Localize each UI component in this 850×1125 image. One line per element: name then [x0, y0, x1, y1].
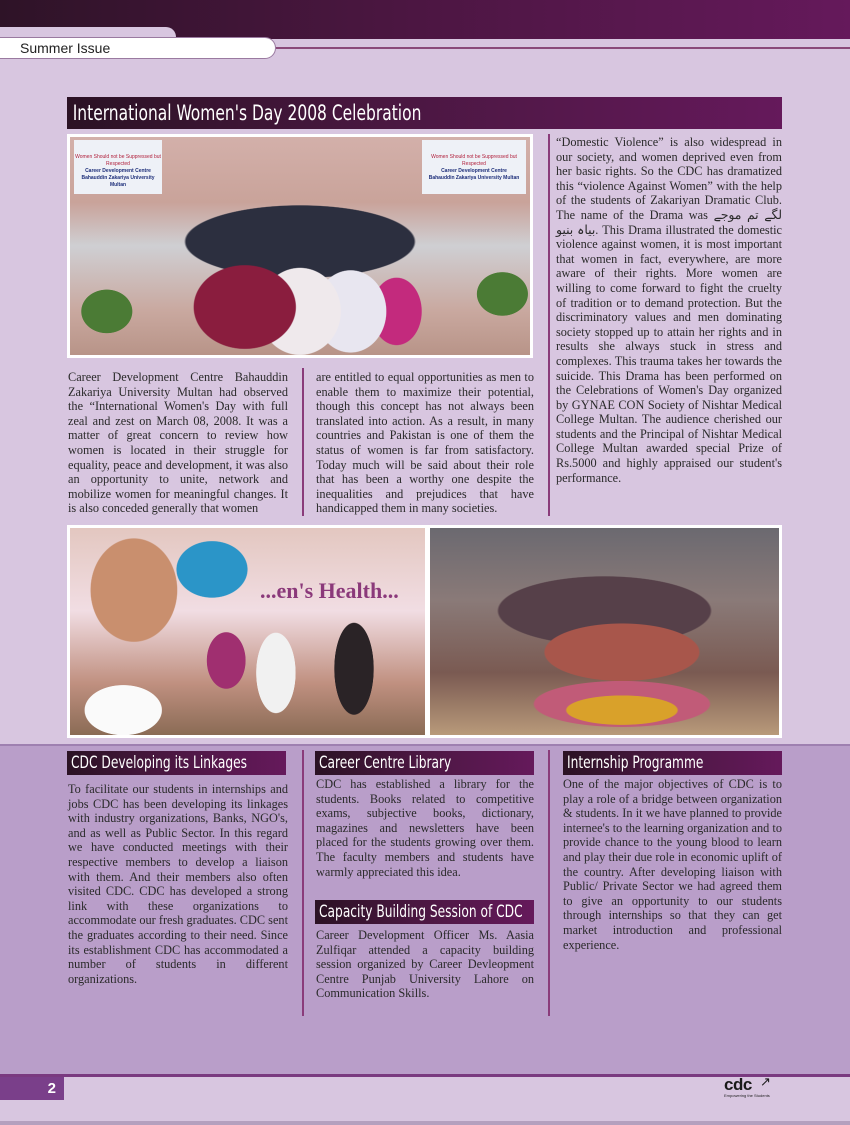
- section-internship-title: Internship Programme: [567, 753, 704, 773]
- header-rule: [276, 47, 850, 49]
- audience-photo: [427, 525, 782, 738]
- section-linkages-banner: [67, 751, 286, 775]
- sign-left-line2: Career Development Centre: [85, 168, 151, 174]
- arrow-icon: ↗: [760, 1074, 771, 1089]
- main-article-title-banner: [67, 97, 782, 129]
- article-column-3: “Domestic Violence” is also widespread in our society, and women deprived even from her basic rights. So the CDC has dramatized this “violence Against Women” with the help of the students of Zakariyan Dramatic Club. The name of the Drama was لگے تم موجے بیاہ بنیو. This Drama illustrated the domestic violence against women, it is most important that women in fact, everywhere, are more aware of their rights. More women are willing to come forward to fight the cruelty of tradition or to demand protection. But the discriminatory values and men dominating society stopped up to attain her rights and in results she always stuck in stress and complexes. This trauma takes her towards the suicide. This Drama has been performed on the Celebrations of Women's Day organized by GYNAE CON Society of Nishtar Medical College Multan. The audience cherished our students and the Principal of Nishtar Medical College Multan awarded special Prize of Rs.5000 and highly appraised our student's performance.: [556, 135, 783, 485]
- column-divider: [548, 750, 550, 1016]
- section-capacity-title: Capacity Building Session of CDC: [319, 902, 523, 922]
- issue-label: Summer Issue: [0, 37, 276, 59]
- main-article-title: International Women's Day 2008 Celebration: [72, 101, 422, 125]
- section-capacity-body: Career Development Officer Ms. Aasia Zulfiqar attended a capacity building session organized by Career Devleopment Centre Punjab University Lahore on Communication Skills.: [316, 928, 534, 1001]
- page-number: 2: [0, 1077, 64, 1100]
- logo-tagline: Empowering the Students: [724, 1093, 770, 1098]
- sign-left-line3: Bahauddin Zakariya University Multan: [81, 175, 155, 188]
- drama-backdrop-text: ...en's Health...: [260, 578, 399, 603]
- column-divider: [302, 368, 304, 516]
- column-divider: [548, 134, 550, 516]
- section-internship-body: One of the major objectives of CDC is to play a role of a bridge between organization & students. In it we have planned to provide internee's to the learning organization and to provide chance to the young blood to learn and play their due role in economic uplift of the country. After developing liaison with Public/ Private Sector we had agreed them to give an opportunity to our students through internships so that they can get market introduction and professional experience.: [563, 777, 782, 952]
- section-library-body: CDC has established a library for the students. Books related to competitive exams, subjective books, dictionary, magazines and newsletters have been placed for the students growing over them. The faculty members and students have warmly appreciated this idea.: [316, 777, 534, 879]
- photo-sign-right: [422, 140, 526, 194]
- section-linkages-title: CDC Developing its Linkages: [71, 753, 248, 773]
- section-capacity-banner: [315, 900, 534, 924]
- logo-text: cdc: [724, 1075, 752, 1094]
- group-photo: [67, 134, 533, 358]
- article-column-2: are entitled to equal opportunities as men to enable them to maximize their potential, though this concept has not always been translated into action. As a result, in many countries and Pakistan is one of them the status of women is far from satisfactory. Today much will be said about their role that has been a worthy one despite the inequalities and prejudices that have handicapped them in many societies.: [316, 370, 534, 516]
- section-library-banner: [315, 751, 534, 775]
- footer-band: [0, 1077, 850, 1125]
- sign-right-line3: Bahauddin Zakariya University Multan: [428, 175, 520, 181]
- sign-left-line1: Women Should not be Suppressed but Respected: [75, 154, 161, 167]
- drama-photo: [67, 525, 428, 738]
- sign-right-line2: Career Development Centre: [441, 168, 507, 174]
- sign-right-line1: Women Should not be Suppressed but Respected: [431, 154, 517, 167]
- column-divider: [302, 750, 304, 1016]
- section-internship-banner: [563, 751, 782, 775]
- bottom-strip: [0, 1121, 850, 1125]
- photo-sign-left: [74, 140, 162, 194]
- section-linkages-body: To facilitate our students in internships and jobs CDC has been developing its linkages with industry organizations, Banks, NGO's, and as well as Public Sector. In this regard we have conducted meetings with their respective members to develop a liaison with them. And their members also often visited CDC. CDC has developed a strong link with these organizations to accommodate our fresh graduates. CDC sent the graduates according to their need. Since its establishment CDC has accommodated a number of students in different organizations.: [68, 782, 288, 986]
- lower-section-rule: [0, 744, 850, 746]
- cdc-logo: [724, 1076, 794, 1102]
- article-column-1: Career Development Centre Bahauddin Zakariya University Multan had observed the “International Women's Day with full zeal and zest on March 08, 2008. It was a matter of great concern to review how women is located in their struggle for equality, peace and development, it was also an opportunity to unite, network and mobilize women for meaningful changes. It is also conceded generally that women: [68, 370, 288, 516]
- section-library-title: Career Centre Library: [319, 753, 452, 773]
